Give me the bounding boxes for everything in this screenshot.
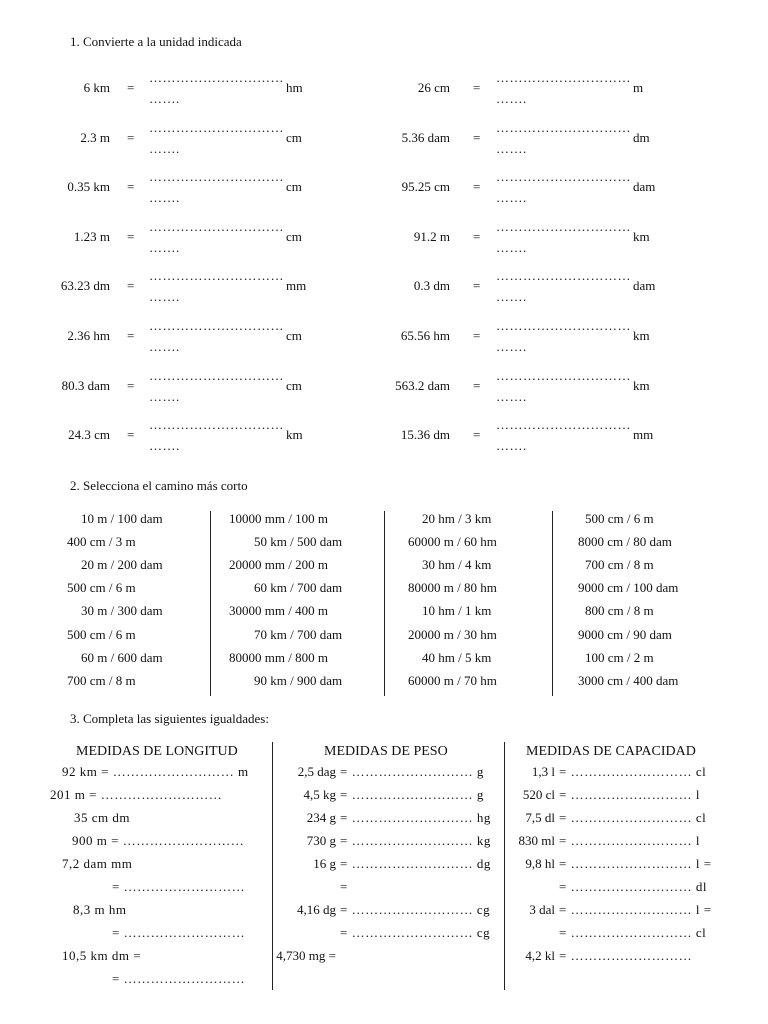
row-right-unit: dm [633,129,650,145]
row-right-value: 65.56 hm [400,328,450,343]
equals-sign: = [473,129,481,145]
answer-blank-line1: ………………………… [149,169,284,185]
equals-sign: = [127,377,135,393]
row-right-unit: km [633,328,650,343]
equals-sign: = [127,278,135,294]
answer-line: = ……………………… kg [340,833,491,848]
answer-line: = ……………………… hg [340,810,491,825]
route-option: 20000 m / 30 hm [408,626,497,642]
equality-line: 10,5 km dm = [62,948,142,963]
row-left-unit: km [286,427,303,443]
quantity: 234 g [306,810,336,825]
answer-blank-line2: ……. [149,289,180,305]
answer-line: = ……………………… l [559,833,700,848]
answer-blank-line1: ………………………… [149,318,284,333]
row-left-unit: cm [286,179,302,195]
quantity: 3 dal [529,902,555,917]
route-option: 3000 cm / 400 dam [578,672,679,688]
route-option: 8000 cm / 80 dam [578,534,672,550]
answer-blank-line1: ………………………… [149,367,284,383]
answer-line: = ……………………… cl [559,764,707,779]
answer-line: = ……………………… cl [559,810,707,825]
answer-blank-line1: ………………………… [496,119,631,135]
quantity: 520 cl [522,787,555,802]
answer-line: = [340,879,348,894]
equals-sign: = [127,328,135,343]
answer-line: = ……………………… dl [559,879,707,894]
route-option: 40 hm / 5 km [422,649,492,665]
answer-blank-line1: ………………………… [149,417,284,433]
answer-blank-line1: ………………………… [149,218,284,234]
answer-line: = ……………………… cl [559,925,707,940]
route-option: 10 hm / 1 km [422,603,492,619]
answer-line: = ……………………… g [340,787,484,802]
row-left-value: 80.3 dam [61,377,110,393]
row-left-value: 2.36 hm [67,328,110,343]
route-option: 30 hm / 4 km [422,557,492,573]
column-header: MEDIDAS DE PESO [324,744,448,759]
row-left-unit: hm [286,80,303,95]
answer-blank-line1: ………………………… [496,417,631,433]
route-option: 700 cm / 8 m [67,672,136,688]
equality-line: 35 cm dm [74,810,130,825]
equals-sign: = [473,278,481,294]
equality-line: 900 m = ……………………… [72,833,245,848]
route-option: 20 m / 200 dam [81,557,163,573]
row-left-value: 6 km [83,80,110,95]
answer-blank-line1: ………………………… [149,70,284,85]
row-left-value: 63.23 dm [60,278,110,294]
answer-line: = ……………………… l = [559,902,712,917]
route-option: 20 hm / 3 km [422,511,492,526]
answer-blank-line2: ……. [149,239,180,255]
route-option: 10 m / 100 dam [81,511,163,526]
row-left-unit: cm [286,328,302,343]
row-left-unit: cm [286,377,302,393]
row-right-unit: dam [633,278,656,294]
route-option: 30000 mm / 400 m [229,603,328,619]
equals-sign: = [127,179,135,195]
equality-line: = ……………………… [112,971,246,986]
equality-line: 8,3 m hm [73,902,127,917]
answer-blank-line2: ……. [496,190,527,206]
equals-sign: = [127,129,135,145]
equals-sign: = [473,377,481,393]
answer-line: = ……………………… dg [340,856,491,871]
row-right-value: 15.36 dm [400,427,450,443]
answer-blank-line2: ……. [149,438,180,454]
answer-blank-line2: ……. [149,140,180,156]
answer-blank-line2: ……. [149,388,180,404]
row-right-unit: km [633,377,650,393]
route-option: 50 km / 500 dam [254,534,343,550]
column-header: MEDIDAS DE CAPACIDAD [526,744,696,759]
quantity: 4,5 kg [303,787,336,802]
answer-line: = ……………………… cg [340,925,491,940]
row-left-value: 1.23 m [73,228,110,244]
answer-blank-line2: ……. [149,91,180,106]
answer-blank-line2: ……. [496,91,527,106]
row-left-value: 24.3 cm [68,427,110,443]
equality-line: 7,2 dam mm [62,856,133,871]
route-option: 80000 mm / 800 m [229,649,328,665]
route-option: 60 km / 700 dam [254,580,343,596]
row-right-unit: m [633,80,644,95]
route-option: 70 km / 700 dam [254,626,343,642]
row-right-value: 26 cm [417,80,450,95]
row-left-unit: mm [286,278,307,294]
equality-line: 92 km = ……………………… m [62,764,249,779]
equals-sign: = [473,328,481,343]
row-right-unit: dam [633,179,656,195]
equality-line: = ……………………… [112,925,246,940]
equals-sign: = [127,228,135,244]
answer-blank-line1: ………………………… [496,268,631,284]
equals-sign: = [473,427,481,443]
column-header: MEDIDAS DE LONGITUD [76,744,238,759]
route-option: 800 cm / 8 m [585,603,654,619]
row-right-unit: km [633,228,650,244]
route-option: 10000 mm / 100 m [229,511,328,526]
answer-blank-line1: ………………………… [496,70,631,85]
route-option: 9000 cm / 90 dam [578,626,672,642]
equals-sign: = [127,80,135,95]
quantity: 16 g [313,856,336,871]
route-option: 700 cm / 8 m [585,557,654,573]
route-option: 90 km / 900 dam [254,672,343,688]
answer-line: = ……………………… l [559,787,700,802]
equals-sign: = [473,228,481,244]
answer-blank-line1: ………………………… [496,218,631,234]
answer-blank-line1: ………………………… [496,169,631,185]
route-option: 30 m / 300 dam [81,603,163,619]
row-right-value: 5.36 dam [401,129,450,145]
quantity: 4,730 mg = [276,948,336,963]
answer-line: = ……………………… l = [559,856,712,871]
answer-blank-line2: ……. [496,140,527,156]
route-option: 100 cm / 2 m [585,649,654,665]
equality-line: = ……………………… [112,879,246,894]
equals-sign: = [473,179,481,195]
row-left-value: 0.35 km [67,179,110,195]
route-option: 80000 m / 80 hm [408,580,497,596]
route-option: 20000 mm / 200 m [229,557,328,573]
answer-blank-line2: ……. [496,289,527,305]
quantity: 4,2 kl [525,948,555,963]
quantity: 730 g [306,833,336,848]
route-option: 60000 m / 60 hm [408,534,497,550]
answer-blank-line1: ………………………… [496,318,631,333]
answer-blank-line2: ……. [149,339,180,354]
row-right-value: 95.25 cm [401,179,450,195]
route-option: 60 m / 600 dam [81,649,163,665]
quantity: 830 ml [518,833,555,848]
row-left-unit: cm [286,228,302,244]
quantity: 1,3 l [531,764,555,779]
route-option: 60000 m / 70 hm [408,672,497,688]
answer-blank-line2: ……. [496,239,527,255]
answer-blank-line1: ………………………… [496,367,631,383]
route-option: 500 cm / 6 m [585,511,654,526]
answer-blank-line2: ……. [496,388,527,404]
route-option: 500 cm / 6 m [67,580,136,596]
equality-line: 201 m = ……………………… [50,787,223,802]
row-left-unit: cm [286,129,302,145]
answer-line: = ……………………… cg [340,902,491,917]
quantity: 4,16 dg [297,902,336,917]
quantity: 2,5 dag [297,764,336,779]
answer-blank-line1: ………………………… [149,268,284,284]
route-option: 400 cm / 3 m [67,534,136,550]
answer-blank-line2: ……. [496,339,527,354]
section-2-title: 2. Selecciona el camino más corto [70,478,248,493]
answer-blank-line1: ………………………… [149,119,284,135]
column-divider [552,511,553,696]
section-1-title: 1. Convierte a la unidad indicada [70,34,242,49]
equals-sign: = [473,80,481,95]
row-right-value: 0.3 dm [413,278,450,294]
answer-line: = ……………………… [559,948,693,963]
row-left-value: 2.3 m [80,129,110,145]
row-right-value: 91.2 m [413,228,450,244]
route-option: 9000 cm / 100 dam [578,580,679,596]
quantity: 9,8 hl [525,856,555,871]
quantity: 7,5 dl [525,810,555,825]
answer-line: = ……………………… g [340,764,484,779]
equals-sign: = [127,427,135,443]
row-right-unit: mm [633,427,654,443]
answer-blank-line2: ……. [496,438,527,454]
column-divider [384,511,385,696]
route-option: 500 cm / 6 m [67,626,136,642]
row-right-value: 563.2 dam [395,377,450,393]
section-3-title: 3. Completa las siguientes igualdades: [70,711,269,726]
column-divider [210,511,211,696]
answer-blank-line2: ……. [149,190,180,206]
